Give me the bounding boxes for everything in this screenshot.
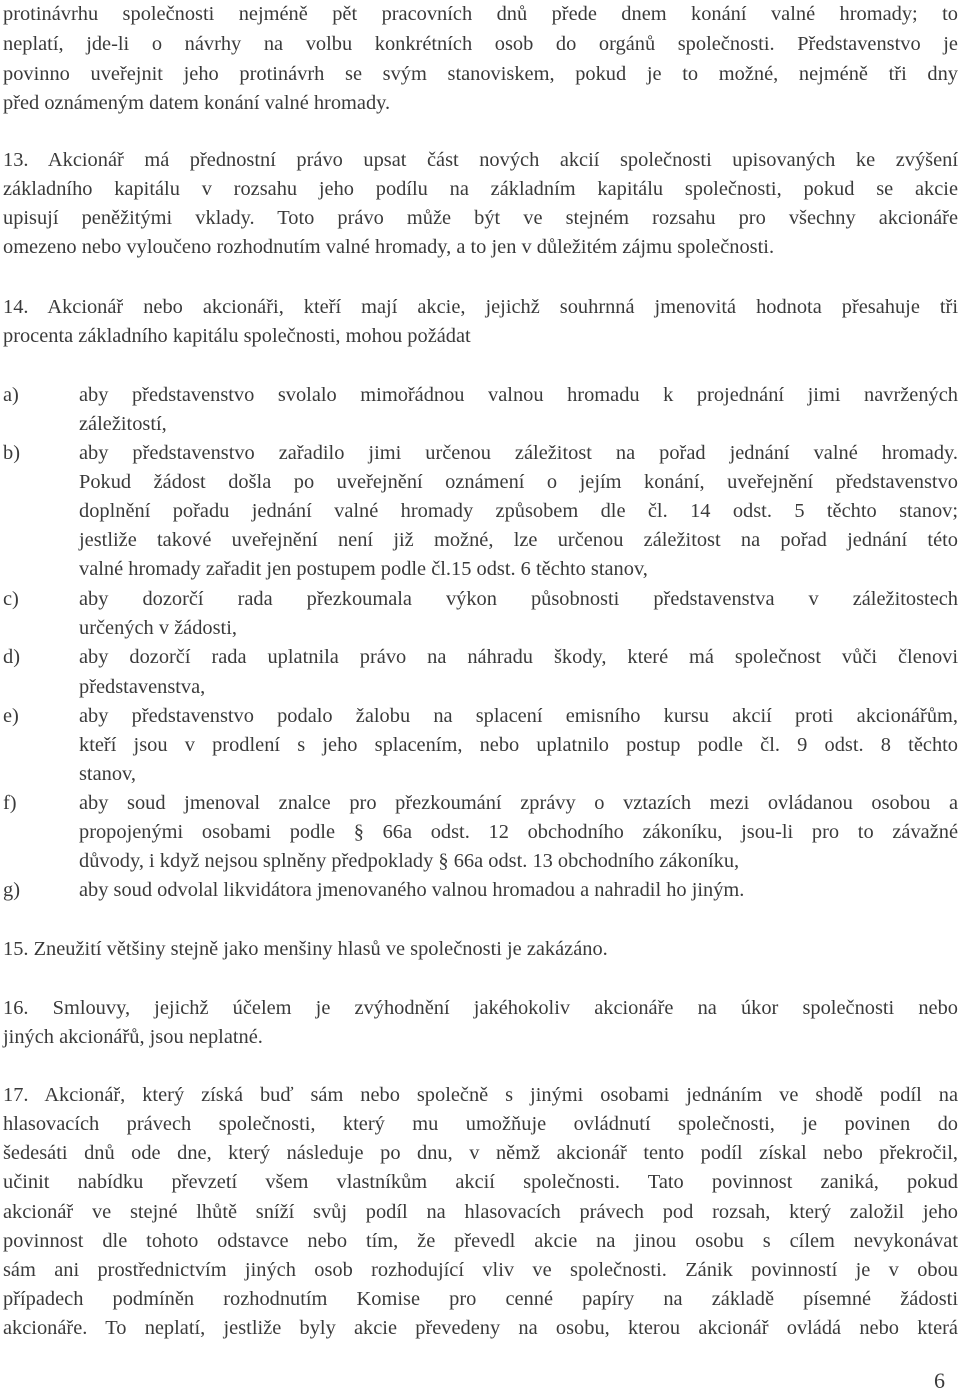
text-line: sám ani prostřednictvím jiných osob rozhodující vliv ve společnosti. Zánik povinností je v obou	[3, 1259, 958, 1281]
text-line: aby soud odvolal likvidátora jmenovaného valnou hromadou a nahradil ho jiným.	[79, 879, 745, 901]
text-line: procenta základního kapitálu společnosti, mohou požádat	[3, 325, 471, 347]
list-marker: c)	[3, 588, 19, 610]
text-line: případech podmíněn rozhodnutím Komise pro cenné papíry na základě písemné žádosti	[3, 1288, 958, 1310]
list-marker: b)	[3, 442, 20, 464]
text-line: jestliže takové uveřejnění není již možné, lze určenou záležitost na pořad jednání této	[79, 529, 958, 551]
text-line: povinno uveřejnit jeho protinávrh se svým stanoviskem, pokud je to možné, nejméně tři dny	[3, 63, 958, 85]
list-marker: g)	[3, 879, 20, 901]
text-line: základního kapitálu v rozsahu jeho podílu na základním kapitálu společnosti, pokud se akcie	[3, 178, 958, 200]
text-line: neplatí, jde-li o návrhy na volbu konkrétních osob do orgánů společnosti. Představenstvo je	[3, 33, 958, 55]
list-marker: e)	[3, 705, 19, 727]
text-line: před oznámeným datem konání valné hromady.	[3, 92, 391, 114]
text-line: valné hromady zařadit jen postupem podle čl.15 odst. 6 těchto stanov,	[79, 558, 648, 580]
list-marker: f)	[3, 792, 17, 814]
text-line: záležitostí,	[79, 413, 167, 435]
text-line: aby představenstvo svolalo mimořádnou valnou hromadu k projednání jimi navržených	[79, 384, 958, 406]
text-line: šedesáti dnů ode dne, který následuje po dnu, v němž akcionář tento podíl získal nebo překročil,	[3, 1142, 958, 1164]
text-line: akcionář ve stejné lhůtě sníží svůj podíl na hlasovacích právech pod rozsah, který založil jeho	[3, 1201, 958, 1223]
text-line: představenstva,	[79, 676, 206, 698]
text-line: omezeno nebo vyloučeno rozhodnutím valné hromady, a to jen v důležitém zájmu společnosti.	[3, 236, 775, 258]
text-line: učinit nabídku převzetí všem vlastníkům akcií společnosti. Tato povinnost zaniká, pokud	[3, 1171, 958, 1193]
text-line: 13. Akcionář má přednostní právo upsat část nových akcií společnosti upisovaných ke zvýšení	[3, 149, 958, 171]
text-line: propojenými osobami podle § 66a odst. 12 obchodního zákoníku, jsou-li pro to závažné	[79, 821, 958, 843]
text-line: protinávrhu společnosti nejméně pět pracovních dnů přede dnem konání valné hromady; to	[3, 3, 958, 25]
text-line: aby dozorčí rada uplatnila právo na náhradu škody, které má společnost vůči členovi	[79, 646, 958, 668]
text-line: stanov,	[79, 763, 137, 785]
text-line: kteří jsou v prodlení s jeho splacením, nebo uplatnilo postup podle čl. 9 odst. 8 těchto	[79, 734, 958, 756]
text-line: aby představenstvo zařadilo jimi určenou záležitost na pořad jednání valné hromady.	[79, 442, 958, 464]
list-marker: a)	[3, 384, 19, 406]
list-marker: d)	[3, 646, 20, 668]
text-line: 14. Akcionář nebo akcionáři, kteří mají akcie, jejichž souhrnná jmenovitá hodnota přesahuje tři	[3, 296, 958, 318]
text-line: určených v žádosti,	[79, 617, 237, 639]
text-line: aby dozorčí rada přezkoumala výkon působnosti představenstva v záležitostech	[79, 588, 958, 610]
page-number: 6	[934, 1368, 945, 1393]
text-line: akcionáře. To neplatí, jestliže byly akcie převedeny na osobu, kterou akcionář ovládá nebo která	[3, 1317, 958, 1339]
text-line: 16. Smlouvy, jejichž účelem je zvýhodnění jakéhokoliv akcionáře na úkor společnosti nebo	[3, 997, 958, 1019]
text-line: 15. Zneužití většiny stejně jako menšiny hlasů ve společnosti je zakázáno.	[3, 938, 608, 960]
text-line: upisují peněžitými vklady. Toto právo může být ve stejném rozsahu pro všechny akcionáře	[3, 207, 958, 229]
text-line: hlasovacích právech společnosti, který mu umožňuje ovládnutí společnosti, je povinen do	[3, 1113, 958, 1135]
text-line: povinnost dle tohoto odstavce nebo tím, že převedl akcie na jinou osobu s cílem nevykonávat	[3, 1230, 958, 1252]
text-line: důvody, i když nejsou splněny předpoklady § 66a odst. 13 obchodního zákoníku,	[79, 850, 740, 872]
text-line: aby soud jmenoval znalce pro přezkoumání zprávy o vztazích mezi ovládanou osobou a	[79, 792, 958, 814]
text-line: doplnění pořadu jednání valné hromady způsobem dle čl. 14 odst. 5 těchto stanov;	[79, 500, 958, 522]
text-line: jiných akcionářů, jsou neplatné.	[3, 1026, 263, 1048]
text-line: Pokud žádost došla po uveřejnění oznámení o jejím konání, uveřejnění představenstvo	[79, 471, 958, 493]
text-line: 17. Akcionář, který získá buď sám nebo společně s jinými osobami jednáním ve shodě podíl na	[3, 1084, 958, 1106]
text-line: aby představenstvo podalo žalobu na splacení emisního kursu akcií proti akcionářům,	[79, 705, 958, 727]
